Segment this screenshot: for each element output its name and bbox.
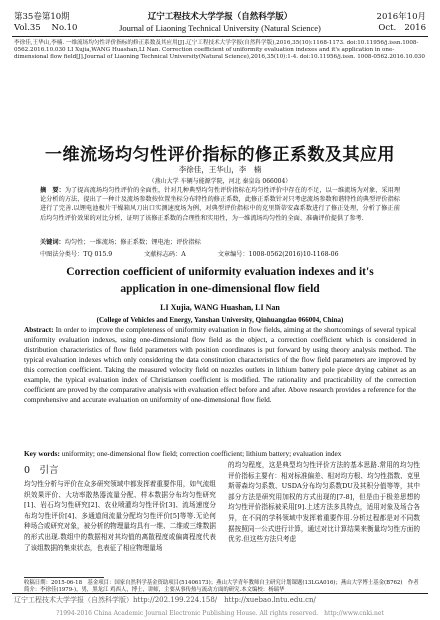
journal-name-en: Journal of Liaoning Technical University (Natural Science)	[119, 23, 321, 33]
citation-block: 李徐佳,王华山,李楠. 一维流场均匀性评价指标的修正系数及其应用[J].辽宁工程技术大学学报(自然科学版),2016,35(10):1168-1173. doi:10.11956/j.issn.1008-0562.2016.10.030 LI Xujia,WANG Huashan,LI Nan. Correction coefficient of uniformity evaluation indexes and it's application in one-dimensional flow field[J].Journal of Liaoning Technical University(Natural Science),2016,35(10):1-4. doi:10.11956/j.issn. 1008-0562.2016.10.030	[14, 40, 425, 61]
footnote: 收稿日期：2015-06-18 基金项目：国家自然科学基金资助项目(51406173)；燕山大学青年教师自主研究计划课题(13LGA016)；燕山大学博士基金(B762) 作者简介：李徐佳(1979-)，男，黑龙江 鸡西人，博士，讲师，主要从事传热与流动方面的研究.本文编校：杨瑞华	[24, 580, 419, 594]
body-column-left: 均匀性分析与评价在众多研究领域中都发挥着重要作用，如气流组织效果评价、大功率散热器流量分配、样本数据分布均匀性研究[1]、岩石均匀性研究[2]、农业喷灌均匀性评价[3]、流场速度分布均匀性评价[4]、多通道间流量分配均匀性评价[5]等等.无论何种场合或研究对象，被分析的物理量均具有一维、二维或三维数据的形式出现.数组中的数据相对其均值的离散程度或偏离程度代表了该组数据的集束状态，也表征了相应物理量场	[24, 480, 216, 552]
issue-en: No.10	[51, 23, 78, 33]
keywords-cn-text: 均匀性；一维流场；修正系数；锂电池；评价指标	[64, 239, 201, 246]
keywords-cn	[40, 237, 400, 246]
abstract-cn	[40, 186, 400, 223]
journal-footer: 辽宁工程技术大学学报（自然科学版）http://202.199.224.158/ http://xuebao.lntu.edu.cn/	[14, 596, 316, 604]
journal-date-header	[377, 12, 426, 34]
affiliation-en: (College of Vehicles and Energy, Yanshan University, Qinhuangdao 066004, China)	[96, 316, 344, 324]
paper-title-en: Correction coefficient of uniformity evaluation indexes and it's application in one-dimensional flow field	[66, 266, 374, 295]
body-column-right: 的均匀程度，这是典型均匀性评价方法的基本思路.常用的均匀性评价指标主要有：相对标准偏差、相对均方根、均匀性指数、克里斯蒂森均匀系数、USDA分布均匀系数DU及其积分值等等，其中部分方法是研究用加权的方式出现的[7-8]，但是由于极差思想的均匀性评价指标被采用[9].上述方法多具特点，适用对象及场合各异，在不同的学科领域中发挥着重要作用.分析过程都是对不同数据按照同一公式进行计算，通过对比计算结果来衡量均匀性方面的优劣.但这些方法只考虑	[228, 461, 420, 544]
footer-rule	[12, 593, 428, 594]
keywords-en-label: Key words:	[24, 449, 60, 458]
footnote-rule	[24, 577, 104, 578]
affiliation-cn: （燕山大学 车辆与能源学院，河北 秦皇岛 066004）	[148, 178, 292, 185]
abstract-en-text: In order to improve the completeness of uniformity evaluation in flow fields, aiming at the shortcomings of several typical uniformity evaluation indexes, using one-dimensional flow field as the object, a correction coefficient which is considered in distribution characteristics of flow field parameters with position coordinates is put forward by using theory analysis method. The typical evaluation indexes which only considering the data constitution characteristics of the flow field parameters are improved by this correction coefficient. Taking the measured velocity field on nozzles outlets in lithium battery pole piece drying cabinet as an example, the typical evaluation index of Christiansen coefficient is modified. The rationality and practicability of the correction coefficient are proved by the comparative analysis with evaluation effect before and after. Above research provides a reference for the comprehensive and accurate evaluation on uniformity of one-dimensional flow field.	[24, 325, 416, 404]
journal-name-header	[0, 12, 440, 34]
volume-en: Vol.35	[14, 23, 41, 33]
abstract-en-label: Abstract:	[24, 325, 54, 334]
authors-cn: 李徐佳，王华山，李 楠	[178, 165, 262, 174]
cnki-watermark: ?1994-2016 China Academic Journal Electronic Publishing House. All rights reserved. http://www.cnki.net	[56, 610, 384, 617]
keywords-en-text: uniformity; one-dimensional flow field; correction coefficient; lithium battery; evaluation index	[61, 449, 342, 458]
abstract-cn-text: 为了提高流场均匀性评价的全面性，针对几种典型均匀性评价指标在均匀性评价中存在的不足，以一维流场为对象，采用理论分析的方法，提出了一种计及流场参数按位置坐标分布特性的修正系数，此修正系数针对只考虑流场参数和谐特性的典型评价指标进行了完善.以锂电池极片干燥箱风刀出口实测速度场为例，对典型评价指标中的克里斯蒂安森系数进行了修正处理，分析了修正前后均匀性评价效果的对比分析，证明了该修正系数的合理性和实用性，为一维流场均匀性的全面、准确评价提供了参考.	[40, 187, 401, 222]
abstract-en	[24, 325, 416, 405]
classification-row	[40, 249, 400, 258]
month-en: Oct.	[378, 23, 397, 33]
clc-number: 中图法分类号：TQ 015.9	[40, 251, 113, 258]
year-en: 2016	[404, 23, 426, 33]
keywords-en	[24, 449, 416, 458]
keywords-cn-label: 关键词：	[40, 239, 65, 246]
document-code: 文献标志码：A	[144, 251, 186, 258]
paper-title-cn: 一维流场均匀性评价指标的修正系数及其应用	[45, 145, 395, 165]
authors-en: LI Xujia, WANG Huashan, LI Nan	[160, 303, 280, 312]
header-rule	[12, 36, 428, 37]
date-cn: 2016年10月	[376, 12, 426, 22]
section-heading-introduction: 0 引言	[24, 465, 59, 476]
article-number: 文章编号：1008-0562(2016)10-1168-06	[217, 251, 339, 258]
journal-name-cn: 辽宁工程技术大学学报（自然科学版）	[147, 12, 293, 22]
abstract-cn-label: 摘 要：	[40, 187, 65, 194]
volume-cn: 第35卷第10期	[14, 12, 70, 22]
